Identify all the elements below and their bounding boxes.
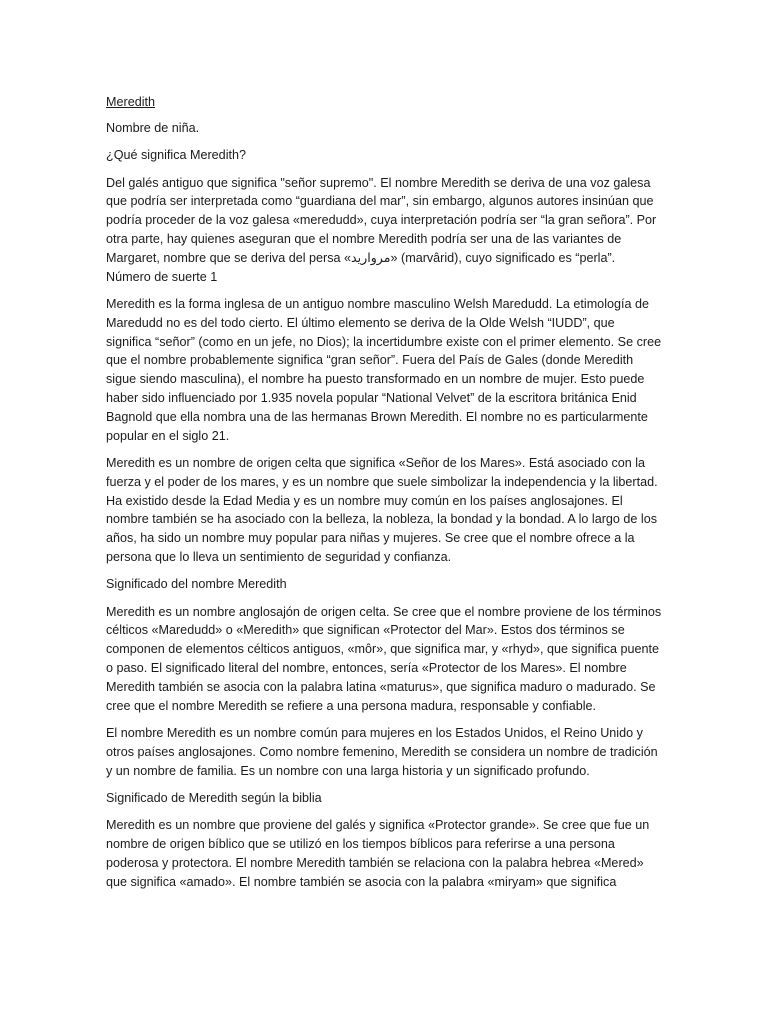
section-heading-bible: Significado de Meredith según la biblia bbox=[106, 791, 322, 806]
subtitle-girl-name: Nombre de niña. bbox=[106, 120, 200, 135]
paragraph-anglo-saxon: Meredith es un nombre anglosajón de origen celta. Se cree que el nombre proviene de los términos célticos «Maredudd» o «Meredith» que significan «Protector del Mar». Estos dos términos se componen de elementos célticos antiguos, «môr», que significa mar, y «rhyd», que significa puente o paso. El significado literal del nombre, entonces, sería «Protector de los Mares». El nombre Meredith también se asocia con la palabra latina «maturus», que significa maduro o madurado. Se cree que el nombre Meredith se refiere a una persona madura, responsable y confiable. bbox=[106, 604, 662, 713]
document-title: Meredith bbox=[106, 95, 155, 109]
paragraph-celtic-origin: Meredith es un nombre de origen celta que significa «Señor de los Mares». Está asociado con la fuerza y el poder de los mares, y es un nombre que suele simbolizar la independencia y la libertad. Ha existido desde la Edad Media y es un nombre muy común en los países anglosajones. El nombre también se ha asociado con la belleza, la nobleza, la bondad y la bondad. A lo largo de los años, ha sido un nombre muy popular para niñas y mujeres. Se cree que el nombre ofrece a la persona que lo lleva un sentimiento de seguridad y confianza. bbox=[106, 455, 658, 564]
question-heading: ¿Qué significa Meredith? bbox=[106, 148, 246, 163]
paragraph-common-name: El nombre Meredith es un nombre común para mujeres en los Estados Unidos, el Reino Unido y otros países anglosajones. Como nombre femenino, Meredith se considera un nombre de tradición y un nombre de familia. Es un nombre con una larga historia y un significado profundo. bbox=[106, 726, 658, 778]
document-page bbox=[106, 93, 662, 900]
paragraph-welsh-form: Meredith es la forma inglesa de un antiguo nombre masculino Welsh Maredudd. La etimología de Maredudd no es del todo cierto. El último elemento se deriva de la Olde Welsh “IUDD”, que significa “señor” (como en un jefe, no Dios); la incertidumbre existe con el primer elemento. Se cree que el nombre probablemente significa “gran señor”. Fuera del País de Gales (donde Meredith sigue siendo masculina), el nombre ha puesto transformado en un nombre de mujer. Esto puede haber sido influenciado por 1.935 novela popular “National Velvet” de la escritora británica Enid Bagnold que ella nombra una de las hermanas Brown Meredith. El nombre no es particularmente popular en el siglo 21. bbox=[106, 296, 662, 443]
paragraph-origin: Del galés antiguo que significa "señor supremo". El nombre Meredith se deriva de una voz galesa que podría ser interpretada como “guardiana del mar”, sin embargo, algunos autores insinúan que podría proceder de la voz galesa «meredudd», cuya interpretación podría ser “la gran señora”. Por otra parte, hay quienes aseguran que el nombre Meredith podría ser una de las variantes de Margaret, nombre que se deriva del persa «مروارید» (marvârid), cuyo significado es “perla”. Número de suerte 1 bbox=[106, 175, 657, 284]
paragraph-bible-meaning: Meredith es un nombre que proviene del galés y significa «Protector grande». Se cree que fue un nombre de origen bíblico que se utilizó en los tiempos bíblicos para referirse a una persona poderosa y protectora. El nombre Meredith también se relaciona con la palabra hebrea «Mered» que significa «amado». El nombre también se asocia con la palabra «miryam» que significa bbox=[106, 818, 650, 889]
section-heading-meaning: Significado del nombre Meredith bbox=[106, 577, 287, 592]
